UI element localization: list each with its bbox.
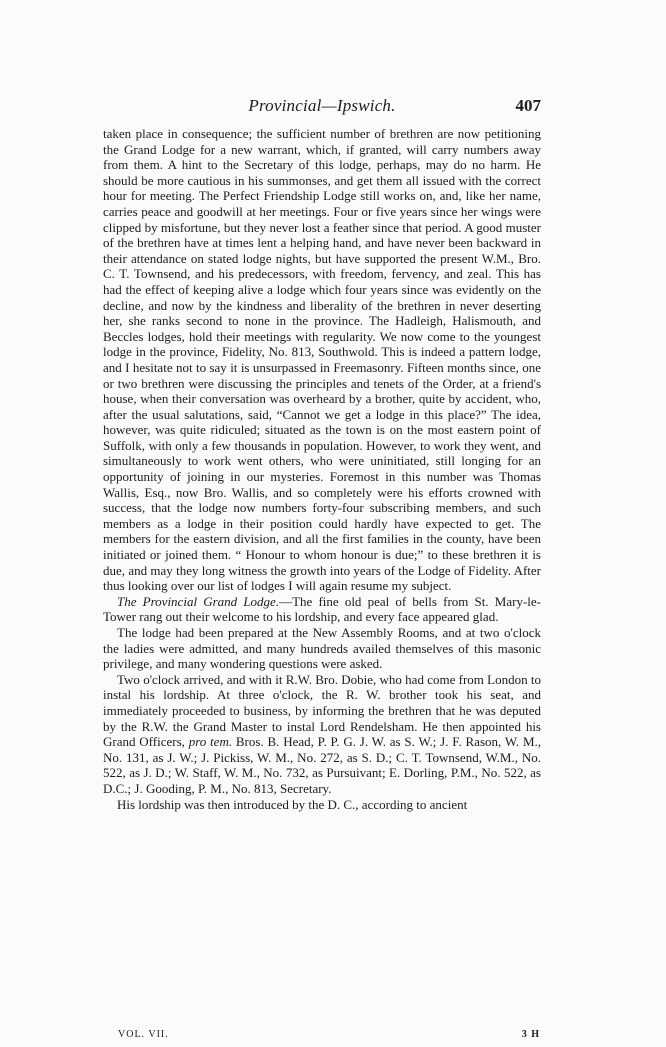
page-number: 407: [515, 96, 541, 115]
page-header: [103, 96, 541, 120]
paragraph-provincial-grand-lodge: [103, 594, 541, 625]
paragraph: taken place in consequence; the sufficient number of brethren are now petitioning the Grand Lodge for a new warrant, which, if granted, will carry numbers away from them. A hint to the Secretary of this lodge, perhaps, may do no harm. He should be more cautious in his summonses, and get them all issued with the correct hour for meeting. The Perfect Friendship Lodge still works on, and, like her name, carries peace and goodwill at her meetings. Four or five years since her wings were clipped by misfortune, but they never lost a feather since that period. A good muster of the brethren have at times lent a helping hand, and have never been backward in their attendance on stated lodge nights, but have supported the present W.M., Bro. C. T. Townsend, and his predecessors, with freedom, fervency, and zeal. This has had the effect of keeping alive a lodge which four years since was evidently on the decline, and now by the kindness and liberality of the brethren in never deserting her, she ranks second to none in the province. The Hadleigh, Halismouth, and Beccles lodges, hold their meetings with regularity. We now come to the youngest lodge in the province, Fidelity, No. 813, Southwold. This is indeed a pattern lodge, and I hesitate not to say it is unsurpassed in Freemasonry. Fifteen months since, one or two brethren were discussing the principles and tenets of the Order, at a friend's house, when their conversation was overheard by a brother, quite by accident, who, after the usual salutations, said, “Cannot we get a lodge in this place?” The idea, however, was quite ridiculed; situated as the town is on the most eastern point of Suffolk, with only a few thousands in population. However, to work they went, and simultaneously to work went others, who were uninitiated, still longing for an opportunity of joining in our mysteries. Foremost in this number was Thomas Wallis, Esq., now Bro. Wallis, and so completely were his efforts crowned with success, that the lodge now numbers forty-four subscribing members, and such members as a lodge in their position could hardly have expected to get. The members for the eastern division, and all the first families in the county, have been initiated or joined them. “ Honour to whom honour is due;” to these brethren it is due, and may they long witness the growth into years of the Lodge of Fidelity. After thus looking over our list of lodges I will again resume my subject.: [103, 126, 541, 594]
volume-label: VOL. VII.: [118, 1029, 169, 1040]
paragraph: His lordship was then introduced by the D. C., according to ancient: [117, 796, 468, 812]
paragraph-text: —The fine old peal of bells from St. Mary-le-Tower rang out their welcome to his lordship, and every face appeared glad.: [103, 593, 541, 625]
running-title: Provincial—Ipswich.: [248, 96, 396, 115]
italic-phrase: pro tem.: [188, 734, 233, 750]
page-footer: [118, 1029, 540, 1040]
paragraph: The lodge had been prepared at the New Assembly Rooms, and at two o'clock the ladies were admitted, and many hundreds availed themselves of this masonic privilege, and many wondering questions were asked.: [103, 625, 541, 672]
paragraph-text: Bros. B. Head, P. P. G. J. W. as S. W.; J. F. Rason, W. M., No. 131, as J. W.; J. Pickiss, W. M., No. 272, as S. D.; C. T. Townsend, W.M., No. 522, as J. D.; W. Staff, W. M., No. 732, as Pursuivant; E. Dorling, P.M., No. 522, as D.C.; J. Gooding, P. M., No. 813, Secretary.: [103, 734, 542, 796]
signature-mark: 3 H: [521, 1029, 540, 1040]
section-heading: The Provincial Grand Lodge.: [117, 593, 280, 609]
paragraph-installation: [103, 672, 541, 797]
paragraph-text: Two o'clock arrived, and with it R.W. Bro. Dobie, who had come from London to instal his lordship. At three o'clock, the R. W. brother took his seat, and immediately proceeded to business, by informing the brethren that he was deputed by the R.W. the Grand Master to instal Lord Rendelsham. He then appointed his Grand Officers,: [103, 671, 541, 750]
body-text: [103, 126, 541, 812]
